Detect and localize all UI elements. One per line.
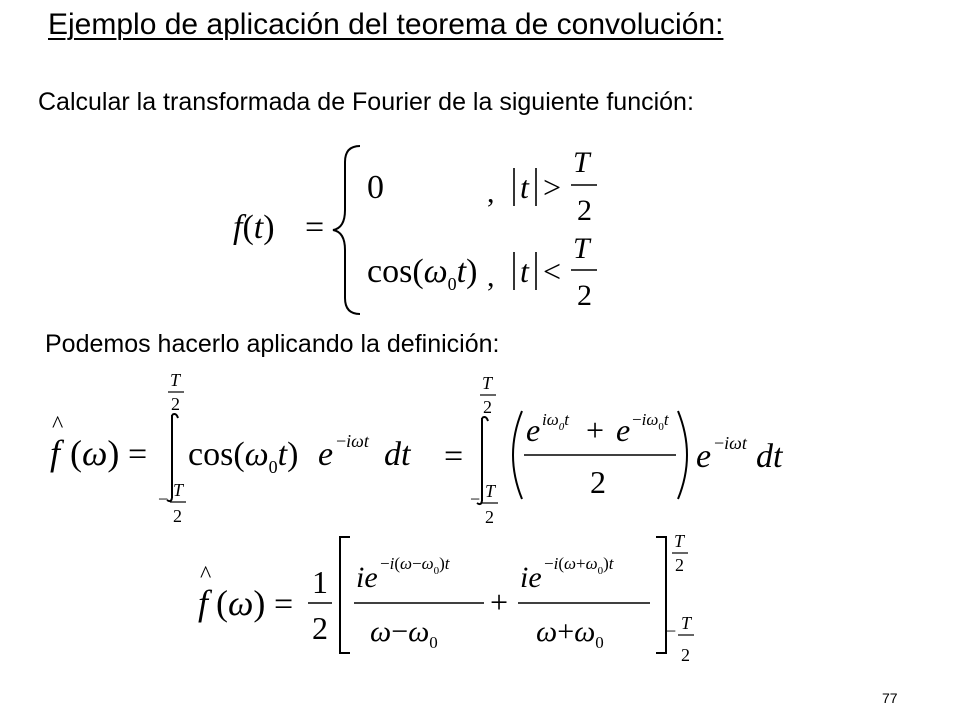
svg-text:2: 2 (577, 279, 592, 312)
svg-text:,: , (487, 260, 495, 293)
svg-text:^: ^ (200, 562, 212, 588)
result-equation (190, 525, 720, 690)
svg-text:T: T (674, 531, 685, 551)
svg-text:=: = (128, 436, 148, 473)
svg-text:,: , (487, 176, 495, 209)
svg-text:t: t (520, 169, 529, 205)
svg-text:1: 1 (312, 564, 328, 600)
svg-text:2: 2 (173, 506, 182, 526)
svg-text:T: T (681, 613, 692, 633)
intro-text: Calcular la transformada de Fourier de la siguiente función: (38, 88, 694, 116)
svg-text:−iωt: −iωt (336, 431, 369, 451)
svg-text:ω−ω0: $\omega-\omega_0$ (370, 615, 438, 652)
svg-text:−: − (666, 621, 677, 641)
svg-text:f(t): f(t) (233, 209, 275, 246)
svg-text:2: 2 (590, 464, 606, 500)
svg-text:T: T (485, 481, 496, 501)
svg-text:2: 2 (312, 610, 328, 646)
svg-text:0: 0 (367, 169, 384, 206)
page-number: 77 (882, 690, 898, 706)
svg-text:+: + (490, 584, 509, 620)
svg-text:ie: ie (356, 561, 378, 594)
svg-text:2: 2 (483, 397, 492, 417)
svg-text:T: T (170, 370, 181, 390)
integral-equation-2 (440, 375, 800, 540)
svg-text:=: = (274, 586, 294, 623)
svg-text:T: T (482, 375, 493, 393)
svg-text:f: f (198, 583, 209, 623)
svg-text:dt: dt (756, 438, 783, 475)
svg-text:2: 2 (485, 507, 494, 527)
svg-text:dt: dt (384, 436, 411, 473)
svg-text:−: − (470, 489, 481, 509)
svg-text:=: = (305, 209, 325, 246)
svg-text:e: e (616, 412, 631, 448)
svg-text:−i(ω+ω0)t: $-i(\omega+\omega_0)t$ (544, 554, 614, 577)
svg-text:−i(ω−ω0)t: $-i(\omega-\omega_0)t$ (380, 554, 450, 577)
svg-text:(ω): (ω) (216, 583, 266, 623)
svg-text:ω+ω0: $\omega+\omega_0$ (536, 615, 604, 652)
piecewise-equation (225, 140, 625, 320)
svg-text:<: < (543, 253, 562, 289)
svg-text:t: t (520, 253, 529, 289)
svg-text:ie: ie (520, 561, 542, 594)
integral-equation-1 (40, 370, 440, 540)
svg-text:e: e (526, 412, 541, 448)
svg-text:−iωt: −iωt (714, 433, 747, 453)
svg-text:f: f (50, 433, 61, 473)
svg-text:=: = (444, 438, 464, 475)
svg-text:T: T (573, 146, 590, 179)
svg-text:+: + (586, 412, 605, 448)
svg-text:cos(ω0t): $\cos(\omega_0t)$ (188, 436, 299, 477)
svg-text:e: e (318, 436, 334, 473)
svg-text:−: − (158, 489, 169, 509)
svg-text:(ω): (ω) (70, 433, 120, 473)
svg-text:>: > (543, 169, 562, 205)
svg-text:2: 2 (171, 394, 180, 414)
svg-text:2: 2 (675, 555, 684, 575)
svg-text:2: 2 (577, 194, 592, 227)
svg-text:T: T (173, 480, 184, 500)
svg-text:2: 2 (681, 645, 690, 665)
svg-text:cos(ω0t): $\cos(\omega_0t)$ (367, 253, 478, 294)
slide-title: Ejemplo de aplicación del teorema de convolución: (48, 8, 724, 41)
svg-text:e: e (696, 438, 712, 475)
definition-text: Podemos hacerlo aplicando la definición: (45, 330, 500, 358)
svg-text:T: T (573, 232, 590, 265)
svg-text:^: ^ (52, 412, 64, 438)
svg-text:iω0t: $i\omega_0t$ (542, 410, 569, 433)
svg-text:−iω0t: $-i\omega_0t$ (632, 410, 669, 433)
